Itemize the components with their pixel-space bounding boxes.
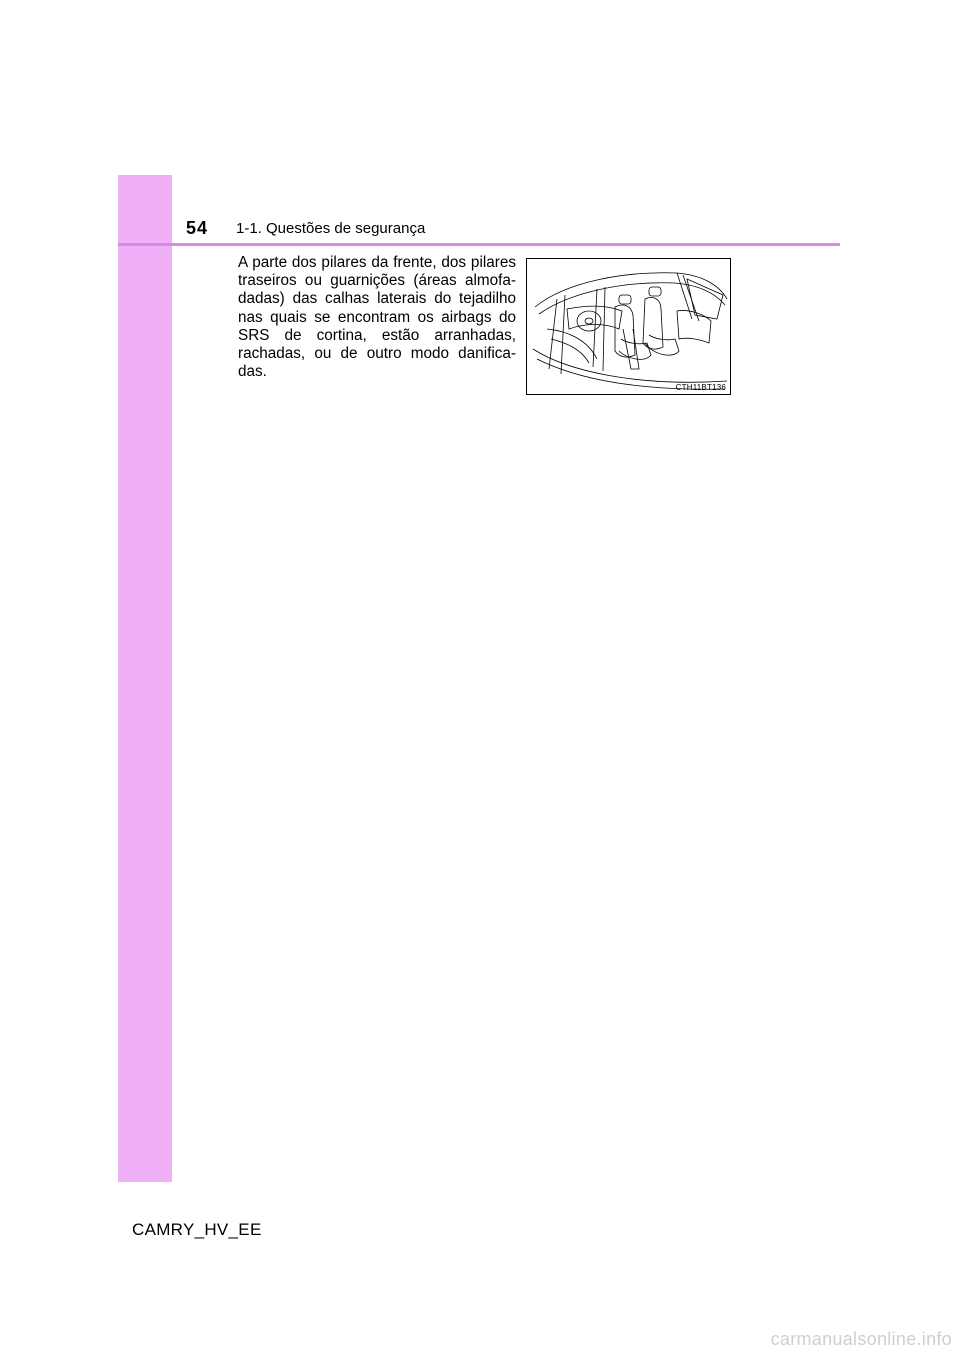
model-code: CAMRY_HV_EE: [132, 1220, 262, 1239]
car-interior-illustration: [526, 258, 731, 395]
page-number: 54: [186, 218, 209, 238]
header-divider: [118, 243, 840, 246]
side-tab-band: [118, 175, 172, 1182]
figure-code: CTH11BT136: [675, 383, 726, 392]
car-interior-drawing: [527, 259, 731, 395]
body-paragraph: A parte dos pilares da frente, dos pilares traseiros ou guarnições (áreas almofa-dadas) das calhas laterais do tejadilho nas quais se encontram os airbags do SRS de cortina, estão arranhadas, rachadas, ou de outro modo danifica-das.: [238, 254, 516, 381]
watermark: carmanualsonline.info: [770, 1329, 952, 1349]
section-title: 1-1. Questões de segurança: [236, 220, 426, 237]
